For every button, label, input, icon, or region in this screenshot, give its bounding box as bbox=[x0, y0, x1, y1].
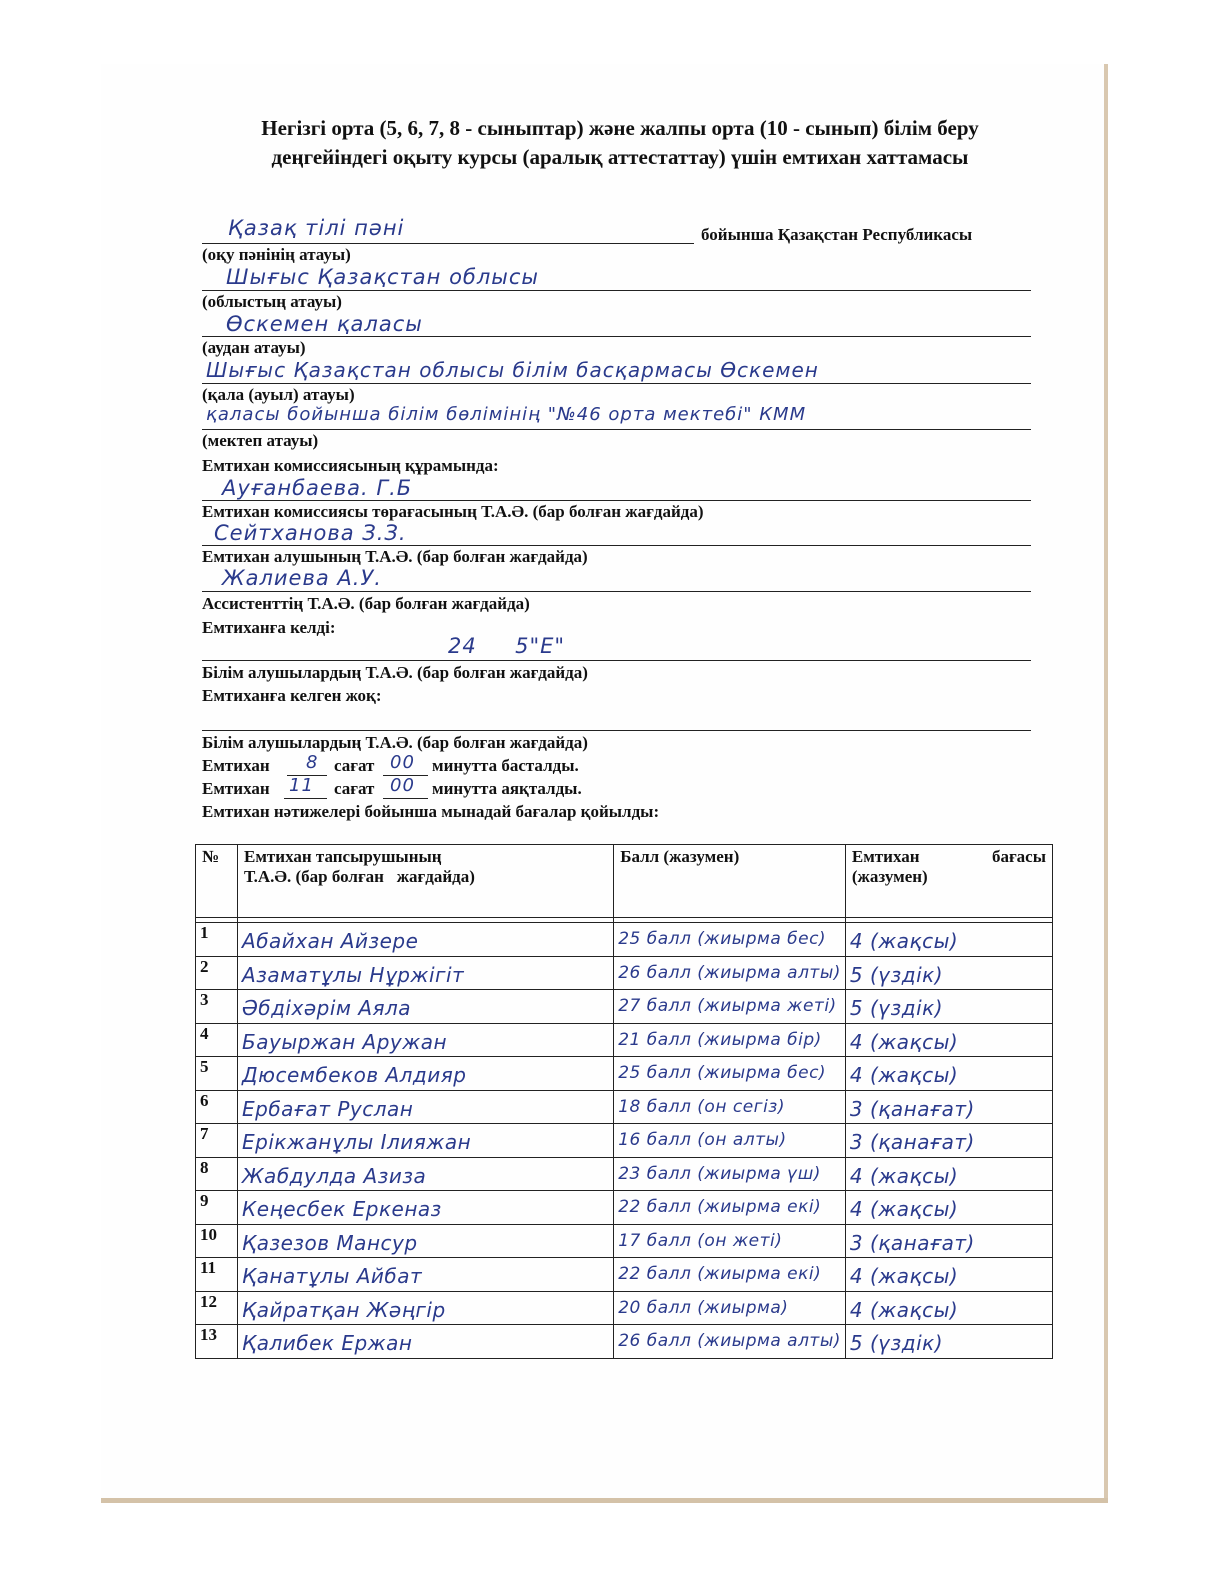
header-name-line-1: Емтихан тапсырушының bbox=[244, 847, 442, 866]
row-no: 11 bbox=[196, 1258, 238, 1292]
examiner-label: Емтихан алушының Т.А.Ә. (бар болған жағдайда) bbox=[202, 547, 588, 566]
row-name: Қазезов Мансур bbox=[242, 1230, 418, 1255]
row-no: 3 bbox=[196, 990, 238, 1024]
assistant-label: Ассистенттің Т.А.Ә. (бар болған жағдайда) bbox=[202, 594, 530, 613]
exam-end-prefix: Емтихан bbox=[202, 779, 270, 798]
district-label: (аудан атауы) bbox=[202, 338, 306, 357]
row-grade: 4 (жақсы) bbox=[849, 1297, 959, 1322]
row-grade: 4 (жақсы) bbox=[849, 1264, 959, 1288]
attendance-came-label: Емтиханға келді: bbox=[202, 618, 336, 637]
row-no: 2 bbox=[196, 956, 238, 990]
table-row bbox=[196, 1057, 1053, 1091]
table-row bbox=[196, 956, 1053, 990]
table-row bbox=[196, 1258, 1053, 1292]
city-line bbox=[202, 383, 1031, 384]
examiner-value: Жалиева А.У. bbox=[222, 566, 382, 590]
table-row bbox=[196, 1157, 1053, 1191]
table-row bbox=[196, 990, 1053, 1024]
commission-chair-value: Сейтханова З.З. bbox=[214, 521, 407, 545]
exam-end-hour-line bbox=[284, 798, 327, 799]
exam-end-mid: сағат bbox=[334, 779, 375, 798]
row-no: 7 bbox=[196, 1124, 238, 1158]
examiner-line bbox=[202, 591, 1031, 592]
row-score: 18 балл (он сегіз) bbox=[618, 1096, 785, 1117]
commission-member-line bbox=[202, 500, 1031, 501]
row-name: Кеңесбек Еркеназ bbox=[242, 1197, 442, 1221]
row-name: Қалибек Ержан bbox=[242, 1331, 413, 1355]
row-no: 4 bbox=[196, 1023, 238, 1057]
row-score: 20 балл (жиырма) bbox=[618, 1297, 789, 1318]
header-grade-c: (жазумен) bbox=[851, 867, 928, 886]
row-grade: 5 (үздік) bbox=[849, 1331, 944, 1355]
row-grade: 3 (қанағат) bbox=[849, 1096, 975, 1121]
subject-line bbox=[202, 243, 694, 244]
grades-table bbox=[195, 844, 1053, 1359]
exam-end-minute: 00 bbox=[390, 775, 415, 796]
paper-bottom-edge bbox=[101, 1498, 1108, 1503]
row-score: 23 балл (жиырма үш) bbox=[618, 1163, 821, 1184]
table-row bbox=[196, 1291, 1053, 1325]
exam-start-hour: 8 bbox=[306, 752, 319, 773]
row-grade: 4 (жақсы) bbox=[849, 1163, 959, 1188]
row-name: Дюсембеков Алдияр bbox=[242, 1063, 467, 1087]
row-score: 17 балл (он жеті) bbox=[618, 1230, 783, 1251]
district-line bbox=[202, 336, 1031, 337]
commission-label: Емтихан комиссиясының құрамында: bbox=[202, 456, 499, 475]
row-name: Қанатұлы Айбат bbox=[242, 1264, 423, 1288]
row-grade: 4 (жақсы) bbox=[849, 1029, 959, 1054]
document-title-line-2: деңгейіндегі оқыту курсы (аралық аттестаттау) үшін емтихан хаттамасы bbox=[271, 145, 969, 169]
row-score: 26 балл (жиырма алты) bbox=[618, 962, 841, 983]
row-name: Ербағат Руслан bbox=[242, 1096, 414, 1121]
row-no: 5 bbox=[196, 1057, 238, 1091]
table-row bbox=[196, 1325, 1053, 1359]
exam-start-prefix: Емтихан bbox=[202, 756, 270, 775]
row-score: 26 балл (жиырма алты) bbox=[618, 1331, 841, 1351]
table-row bbox=[196, 1224, 1053, 1258]
row-score: 25 балл (жиырма бес) bbox=[618, 1063, 827, 1083]
row-score: 22 балл (жиырма екі) bbox=[618, 1264, 822, 1284]
grades-table-header-row bbox=[196, 845, 1053, 918]
attendance-absent-label: Емтиханға келген жоқ: bbox=[202, 686, 382, 705]
row-name: Азаматұлы Нұржігіт bbox=[242, 962, 465, 987]
school-label: (мектеп атауы) bbox=[202, 431, 319, 450]
attendance-came-value: 24 5"Е" bbox=[448, 634, 566, 658]
row-no: 13 bbox=[196, 1325, 238, 1359]
exam-start-mid: сағат bbox=[334, 756, 375, 775]
header-grade-b: бағасы bbox=[991, 847, 1046, 866]
row-grade: 4 (жақсы) bbox=[849, 929, 959, 953]
row-grade: 4 (жақсы) bbox=[849, 1197, 959, 1221]
students-label-2: Білім алушылардың Т.А.Ә. (бар болған жағдайда) bbox=[202, 733, 588, 752]
school-value: қаласы бойынша білім бөлімінің "№46 орта мектебі" КММ bbox=[206, 404, 807, 425]
exam-end-hour: 11 bbox=[289, 775, 314, 796]
exam-start-suffix: минутта басталды. bbox=[432, 756, 579, 775]
document-title-line-1: Негізгі орта (5, 6, 7, 8 - сыныптар) және жалпы орта (10 - сынып) білім беру bbox=[261, 116, 979, 140]
row-no: 1 bbox=[196, 923, 238, 957]
row-grade: 5 (үздік) bbox=[849, 996, 944, 1020]
row-score: 16 балл (он алты) bbox=[618, 1130, 787, 1150]
header-name-line-2: Т.А.Ә. (бар болған жағдайда) bbox=[244, 867, 475, 886]
table-row bbox=[196, 1023, 1053, 1057]
row-grade: 4 (жақсы) bbox=[849, 1063, 959, 1087]
row-name: Абайхан Айзере bbox=[242, 929, 419, 953]
header-score: Балл (жазумен) bbox=[614, 845, 846, 918]
region-label: (облыстың атауы) bbox=[202, 292, 342, 311]
row-score: 21 балл (жиырма бір) bbox=[618, 1029, 822, 1050]
subject-label: (оқу пәнінің атауы) bbox=[202, 245, 351, 264]
row-no: 6 bbox=[196, 1090, 238, 1124]
commission-chair-label: Емтихан комиссиясы төрағасының Т.А.Ә. (бар болған жағдайда) bbox=[202, 502, 704, 521]
city-label: (қала (ауыл) атауы) bbox=[202, 385, 355, 404]
row-name: Жабдулда Азиза bbox=[242, 1163, 427, 1188]
subject-value: Қазақ тілі пәні bbox=[228, 216, 405, 240]
row-grade: 5 (үздік) bbox=[849, 962, 944, 987]
row-name: Әбдіхәрім Аяла bbox=[242, 996, 412, 1020]
row-score: 25 балл (жиырма бес) bbox=[618, 929, 827, 949]
school-line bbox=[202, 429, 1031, 430]
row-name: Бауыржан Аружан bbox=[242, 1029, 448, 1054]
table-row bbox=[196, 923, 1053, 957]
students-label-1: Білім алушылардың Т.А.Ә. (бар болған жағдайда) bbox=[202, 663, 588, 682]
header-no: № bbox=[196, 845, 238, 918]
header-grade bbox=[845, 845, 1052, 918]
district-value: Өскемен қаласы bbox=[226, 312, 423, 336]
table-row bbox=[196, 1191, 1053, 1225]
row-grade: 3 (қанағат) bbox=[849, 1130, 975, 1154]
row-name: Қайратқан Жәңгір bbox=[242, 1297, 446, 1322]
header-name bbox=[238, 845, 614, 918]
city-value: Шығыс Қазақстан облысы білім басқармасы Өскемен bbox=[206, 358, 819, 382]
row-score: 22 балл (жиырма екі) bbox=[618, 1197, 822, 1217]
commission-chair-line bbox=[202, 545, 1031, 546]
commission-member-value: Ауғанбаева. Г.Б bbox=[222, 476, 413, 500]
header-grade-a: Емтихан bbox=[851, 847, 920, 866]
exam-end-minute-line bbox=[383, 798, 428, 799]
exam-end-suffix: минутта аяқталды. bbox=[432, 779, 582, 798]
attendance-came-line bbox=[202, 660, 1031, 661]
subject-suffix: бойынша Қазақстан Республикасы bbox=[701, 225, 973, 244]
table-row bbox=[196, 1124, 1053, 1158]
row-no: 12 bbox=[196, 1291, 238, 1325]
row-no: 9 bbox=[196, 1191, 238, 1225]
attendance-absent-line bbox=[202, 730, 1031, 731]
exam-start-minute: 00 bbox=[390, 752, 415, 773]
row-name: Ерікжанұлы Ілияжан bbox=[242, 1130, 472, 1154]
row-no: 10 bbox=[196, 1224, 238, 1258]
row-no: 8 bbox=[196, 1157, 238, 1191]
region-line bbox=[202, 290, 1031, 291]
row-grade: 3 (қанағат) bbox=[849, 1230, 975, 1255]
results-label: Емтихан нәтижелері бойынша мынадай бағалар қойылды: bbox=[202, 802, 660, 821]
row-score: 27 балл (жиырма жеті) bbox=[618, 996, 837, 1016]
table-row bbox=[196, 1090, 1053, 1124]
paper-right-edge bbox=[1104, 64, 1108, 1502]
region-value: Шығыс Қазақстан облысы bbox=[226, 265, 539, 289]
